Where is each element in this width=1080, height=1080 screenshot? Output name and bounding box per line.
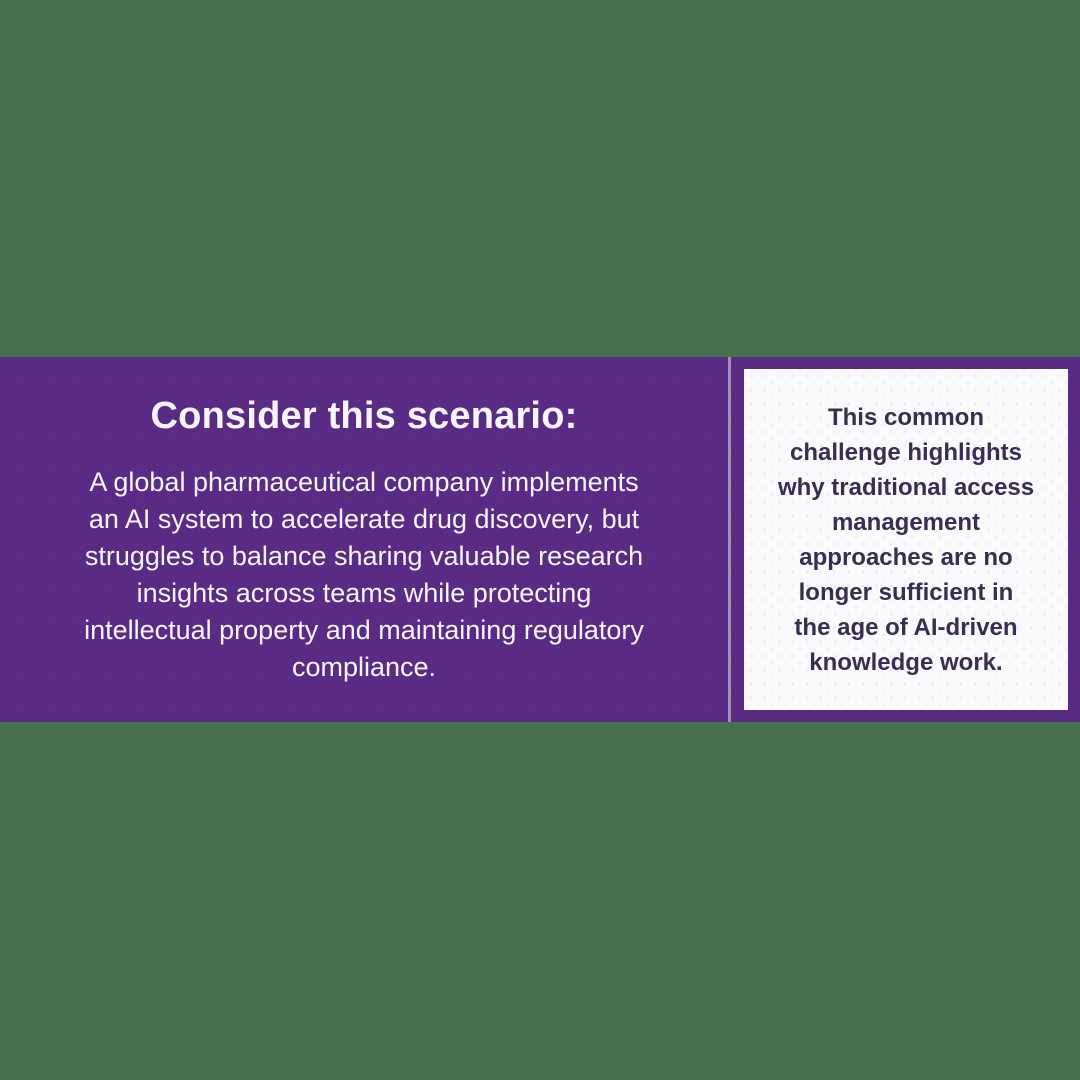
text-line: intellectual property and maintaining regulatory xyxy=(84,614,644,645)
scenario-heading: Consider this scenario: xyxy=(150,395,578,437)
text-line: struggles to balance sharing valuable research xyxy=(84,540,644,571)
text-line: This common xyxy=(827,403,984,431)
callout-card xyxy=(744,369,1068,710)
text-line: why traditional access xyxy=(777,473,1035,501)
text-line: challenge highlights xyxy=(789,438,1022,466)
text-line: A global pharmaceutical company implements xyxy=(89,466,639,497)
scenario-band xyxy=(0,357,1080,722)
callout-panel xyxy=(731,357,1080,722)
callout-text xyxy=(778,400,1034,680)
text-line: management xyxy=(831,508,981,536)
text-line: compliance. xyxy=(291,651,437,682)
text-line: insights across teams while protecting xyxy=(136,577,592,608)
scenario-body xyxy=(20,464,708,686)
text-line: longer sufficient in xyxy=(798,578,1014,606)
text-line: approaches are no xyxy=(799,543,1013,571)
scenario-panel xyxy=(0,357,728,722)
text-line: an AI system to accelerate drug discovery, but xyxy=(88,503,640,534)
text-line: the age of AI-driven xyxy=(794,613,1018,641)
text-line: knowledge work. xyxy=(809,648,1003,676)
